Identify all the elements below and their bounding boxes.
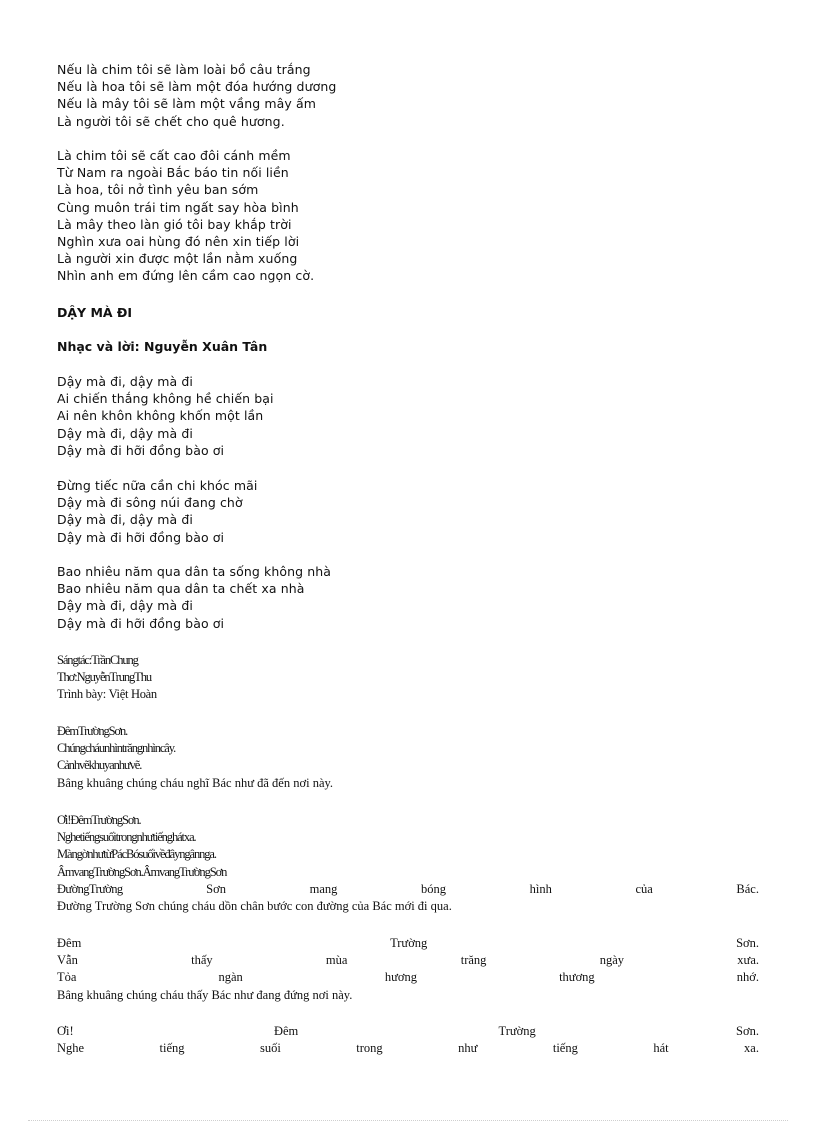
justified-line — [57, 1023, 759, 1040]
lyric-line: Ai chiến thắng không hề chiến bại — [57, 391, 274, 407]
lyric-line: Dậy mà đi, dậy mà đi — [57, 425, 194, 441]
song3-stanza1 — [57, 723, 759, 792]
word: hình — [529, 881, 552, 896]
word: Đêm — [57, 936, 82, 950]
word: mùa — [325, 953, 348, 968]
word: Vẫn — [57, 953, 78, 968]
word: tiếng — [159, 1041, 185, 1056]
lyric-line: ÂmvangTrườngSơn.ÂmvangTrườngSơn — [57, 864, 227, 879]
credit-line: Sángtác:TrầnChung — [57, 653, 138, 667]
word: Tỏa — [57, 970, 77, 985]
justified-line — [57, 1040, 759, 1057]
word: hát — [653, 1041, 669, 1056]
lyric-line: Nếu là hoa tôi sẽ làm một đóa hướng dương — [57, 79, 337, 95]
word: xa. — [744, 1041, 759, 1056]
lyric-line: Cảnhvẽkhuyanhưvẽ. — [57, 758, 142, 773]
lyric-line: Nhìn anh em đứng lên cầm cao ngọn cờ. — [57, 268, 315, 284]
lyric-line: MàngờnhưtừPácBósuốivềđâyngânnga. — [57, 847, 216, 862]
word: ngày — [599, 953, 625, 968]
word: trăng — [460, 953, 487, 968]
word: Ơi! — [57, 1024, 74, 1038]
lyric-line: Là người tôi sẽ chết cho quê hương. — [57, 113, 285, 129]
lyric-line: Dậy mà đi hỡi đồng bào ơi — [57, 615, 225, 631]
word: như — [458, 1041, 478, 1056]
lyric-line: Bâng khuâng chúng cháu thấy Bác như đang đứng nơi này. — [57, 987, 353, 1002]
lyric-line: Nếu là chim tôi sẽ làm loài bồ câu trắng — [57, 62, 311, 77]
lyric-line: Ơi!ĐêmTrườngSơn. — [57, 813, 141, 827]
justified-line — [57, 952, 759, 969]
justified-line — [57, 881, 759, 898]
lyric-line: Bâng khuâng chúng cháu nghĩ Bác như đã đến nơi này. — [57, 775, 334, 790]
word: ngàn — [218, 970, 243, 985]
word: xưa. — [737, 953, 759, 968]
song3-stanza3 — [57, 935, 759, 1004]
lyric-line: Dậy mà đi sông núi đang chờ — [57, 495, 243, 511]
credit-line: Trình bày: Việt Hoàn — [57, 687, 157, 702]
lyric-line: Nghìn xưa oai hùng đó nên xin tiếp lời — [57, 233, 300, 249]
justified-line — [57, 969, 759, 986]
lyric-line: Từ Nam ra ngoài Bắc báo tin nối liền — [57, 165, 289, 181]
lyric-line: Ai nên khôn không khốn một lần — [57, 408, 264, 424]
lyric-line: Nếu là mây tôi sẽ làm một vầng mây ấm — [57, 96, 317, 112]
page-bottom-divider — [28, 1120, 788, 1121]
song2-stanza3 — [57, 563, 757, 632]
lyric-line: Bao nhiêu năm qua dân ta chết xa nhà — [57, 581, 305, 597]
word: nhớ. — [736, 970, 759, 985]
lyric-line: Đừng tiếc nữa cần chi khóc mãi — [57, 478, 258, 493]
word: Sơn — [206, 881, 226, 896]
word: thấy — [191, 953, 213, 968]
word: Sơn. — [736, 936, 759, 950]
lyric-line: Là người xin được một lần nằm xuống — [57, 251, 298, 267]
word: Trường — [498, 1024, 536, 1038]
lyric-line: Dậy mà đi hỡi đồng bào ơi — [57, 442, 225, 458]
lyric-line: Là hoa, tôi nở tình yêu ban sớm — [57, 182, 259, 198]
word: trong — [356, 1041, 383, 1056]
credit-line: Thơ:NguyễnTrungThu — [57, 670, 151, 685]
song3-stanza4 — [57, 1023, 759, 1057]
word: Nghe — [57, 1041, 85, 1056]
word: mang — [309, 881, 338, 896]
lyric-line: Dậy mà đi hỡi đồng bào ơi — [57, 529, 225, 545]
word: suối — [259, 1041, 281, 1056]
song3-stanza2 — [57, 812, 759, 915]
word: Bác. — [736, 881, 759, 896]
word: tiếng — [552, 1041, 578, 1056]
word: của — [635, 881, 653, 896]
justified-line — [57, 935, 759, 952]
word: hương — [384, 970, 418, 985]
poem1-stanza1 — [57, 61, 757, 130]
song-title: DẬY MÀ ĐI — [57, 305, 133, 320]
lyric-line: Là chim tôi sẽ cất cao đôi cánh mềm — [57, 148, 291, 163]
lyric-line: Dậy mà đi, dậy mà đi — [57, 512, 194, 528]
word: thương — [559, 970, 595, 985]
song3-credits — [57, 652, 759, 704]
lyric-line: Cùng muôn trái tim ngất say hòa bình — [57, 199, 299, 215]
lyric-line: Bao nhiêu năm qua dân ta sống không nhà — [57, 564, 332, 579]
lyric-line: Dậy mà đi, dậy mà đi — [57, 374, 194, 389]
word: Sơn. — [736, 1024, 759, 1038]
word: Trường — [390, 936, 428, 950]
poem1-stanza2 — [57, 147, 757, 285]
song-author: Nhạc và lời: Nguyễn Xuân Tân — [57, 339, 268, 354]
word: Đêm — [273, 1024, 299, 1038]
lyric-line: Nghetiếngsuốitrongnhưtiếnghátxa. — [57, 830, 196, 845]
song2-stanza2 — [57, 477, 757, 546]
word: bóng — [420, 881, 446, 896]
lyric-line: Là mây theo làn gió tôi bay khắp trời — [57, 216, 292, 232]
lyric-line: Chúngcháunhìntrăngnhìncây. — [57, 741, 176, 756]
song2-stanza1 — [57, 373, 757, 459]
lyric-line: Dậy mà đi, dậy mà đi — [57, 598, 194, 614]
word: ĐườngTrường — [57, 881, 123, 896]
lyric-line: Đường Trường Sơn chúng cháu dồn chân bước con đường của Bác mới đi qua. — [57, 898, 452, 913]
lyric-line: ĐêmTrườngSơn. — [57, 724, 128, 738]
